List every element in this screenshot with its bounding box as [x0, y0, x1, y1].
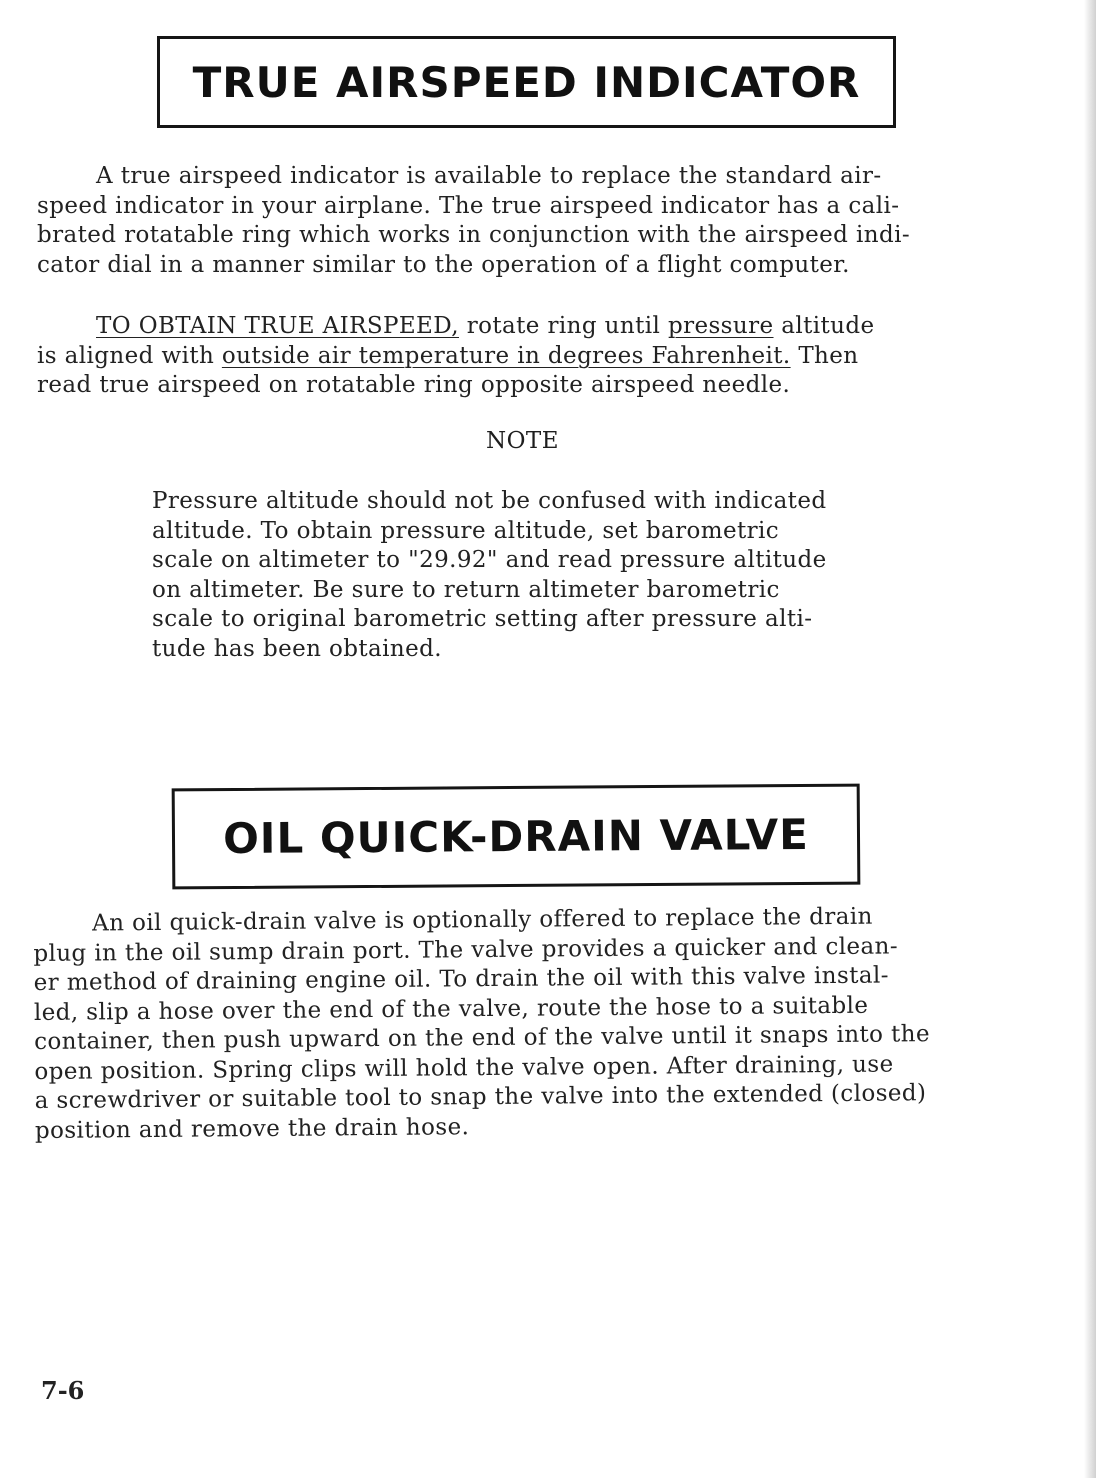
paragraph-line: a screwdriver or suitable tool to snap the valve into the extended (closed) — [34, 1080, 927, 1114]
procedure-lead: TO OBTAIN TRUE AIRSPEED, — [96, 313, 459, 339]
paragraph-line: open position. Spring clips will hold the valve open. After draining, use — [34, 1050, 894, 1085]
page-number: 7-6 — [41, 1376, 85, 1405]
procedure-underlined-word: pressure — [667, 313, 774, 339]
procedure-underlined-phrase: outside air temperature in degrees Fahrenheit. — [221, 342, 791, 369]
paragraph-line: A true airspeed indicator is available to replace the standard air- — [96, 163, 882, 189]
oil-drain-heading-box — [172, 784, 861, 890]
paragraph-line: cator dial in a manner similar to the operation of a flight computer. — [37, 251, 850, 278]
paragraph-line: position and remove the drain hose. — [34, 1113, 470, 1144]
true-airspeed-heading-box — [157, 36, 896, 128]
note-paragraph — [152, 487, 912, 664]
note-line: Pressure altitude should not be confused with indicated — [152, 488, 827, 514]
true-airspeed-intro-paragraph — [37, 162, 1017, 280]
paragraph-line: speed indicator in your airplane. The true airspeed indicator has a cali- — [37, 192, 900, 219]
oil-drain-paragraph — [33, 901, 1025, 1146]
note-line: tude has been obtained. — [152, 635, 442, 662]
procedure-text: altitude — [773, 313, 875, 339]
paragraph-line: plug in the oil sump drain port. The valve provides a quicker and clean- — [33, 932, 899, 967]
true-airspeed-procedure-paragraph — [37, 312, 1017, 401]
note-line: on altimeter. Be sure to return altimeter barometric — [152, 576, 780, 603]
note-line: scale to original barometric setting after pressure alti- — [152, 606, 813, 632]
paragraph-line: er method of draining engine oil. To drain the oil with this valve instal- — [33, 962, 889, 996]
paragraph-line: led, slip a hose over the end of the valve, route the hose to a suitable — [33, 992, 869, 1026]
note-line: altitude. To obtain pressure altitude, set barometric — [152, 517, 780, 544]
procedure-text: is aligned with — [37, 342, 222, 369]
paragraph-line: container, then push upward on the end of the valve until it snaps into the — [34, 1021, 931, 1055]
page-edge-shadow — [1084, 0, 1096, 1478]
note-label: NOTE — [485, 428, 560, 454]
procedure-text: Then — [790, 342, 859, 369]
paragraph-line — [37, 312, 1017, 342]
note-line: scale on altimeter to "29.92" and read pressure altitude — [152, 547, 827, 573]
paragraph-line: An oil quick-drain valve is optionally offered to replace the drain — [92, 903, 873, 937]
paragraph-line: read true airspeed on rotatable ring opposite airspeed needle. — [37, 372, 791, 398]
oil-drain-heading: OIL QUICK-DRAIN VALVE — [222, 809, 810, 864]
procedure-text: rotate ring until — [458, 313, 668, 339]
true-airspeed-heading: TRUE AIRSPEED INDICATOR — [192, 57, 861, 107]
paragraph-line: brated rotatable ring which works in conjunction with the airspeed indi- — [37, 222, 910, 248]
paragraph-line — [37, 342, 1017, 372]
